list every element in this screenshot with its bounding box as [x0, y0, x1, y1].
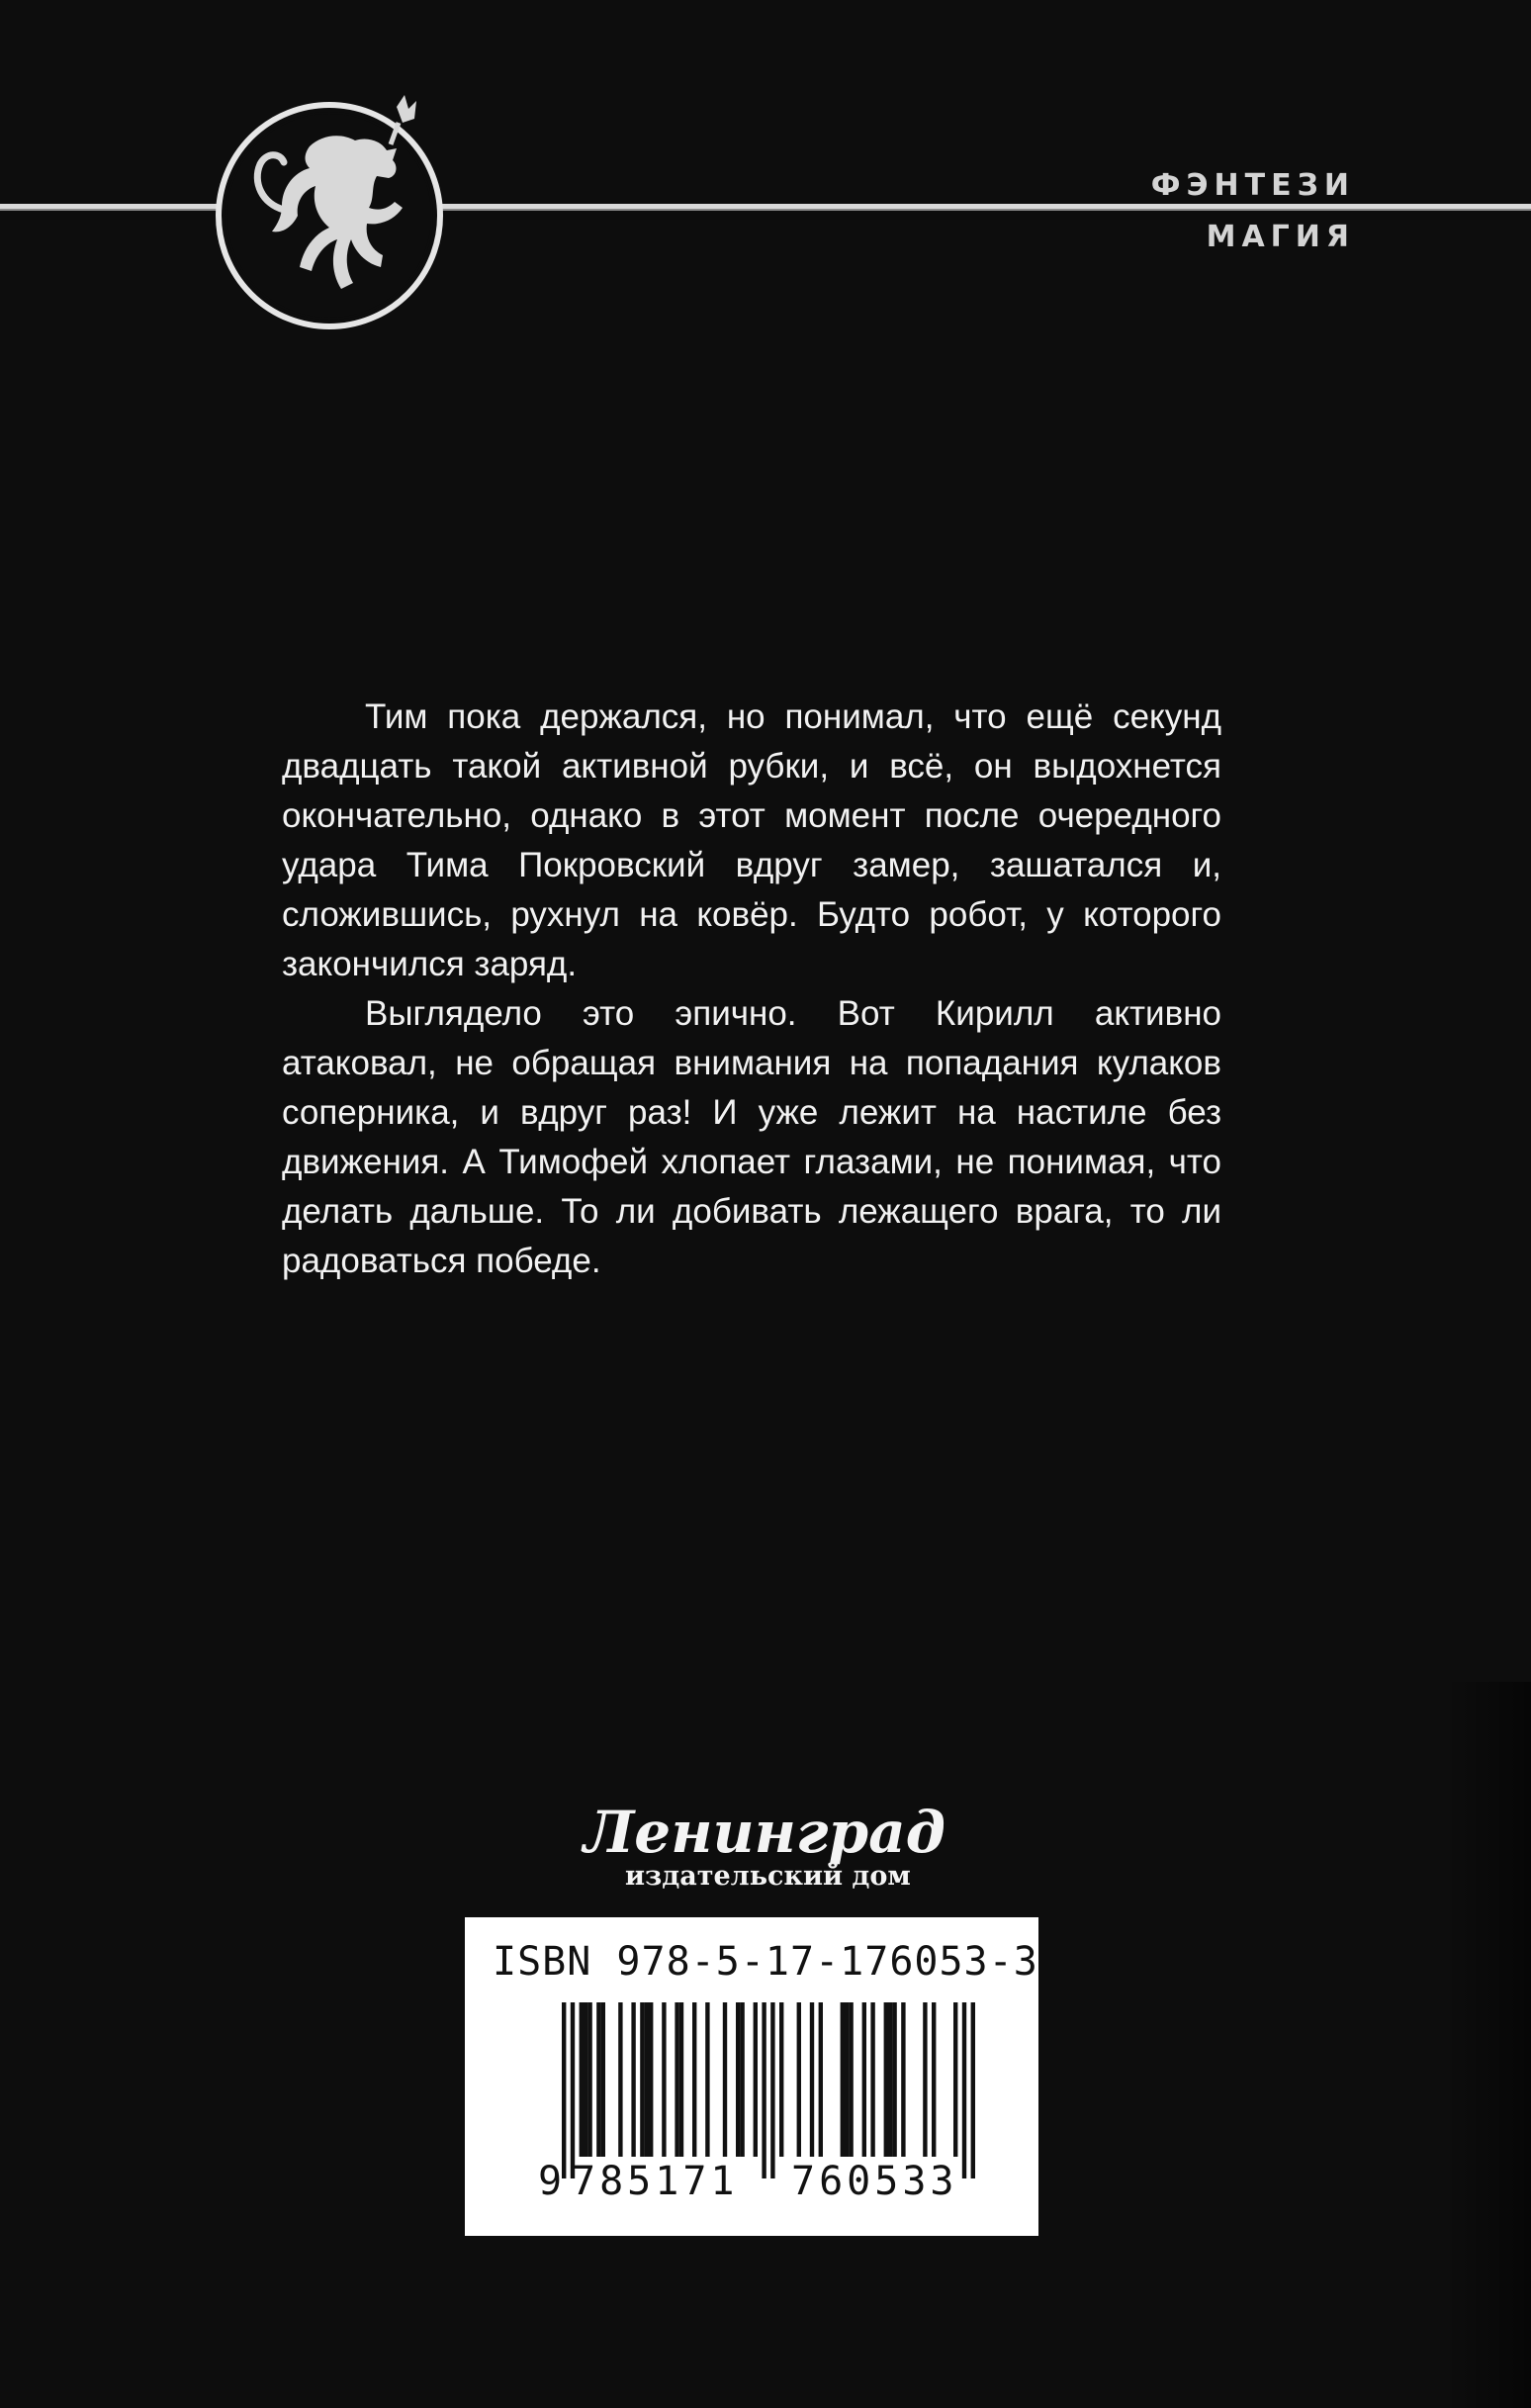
annotation-paragraph: Выглядело это эпично. Вот Кирилл активно атаковал, не обращая внимания на попадания кулаков соперника, и вдруг раз! И уже лежит на настиле без движения. А Тимофей хлопает глазами, не понимая, что делать дальше. То ли добивать лежащего врага, то ли радоваться победе. [282, 994, 1221, 1280]
barcode-bar [587, 2002, 591, 2157]
barcode-bar [953, 2002, 957, 2157]
barcode-bar [932, 2002, 936, 2157]
barcode-bar [901, 2002, 905, 2157]
annotation-paragraph: Тим пока держался, но понимал, что ещё секунд двадцать такой активной рубки, и всё, он выдохнется окончательно, однако в этот момент после очередного удара Тима Покровский вдруг замер, зашатался и, сложившись, рухнул на ковёр. Будто робот, у которого закончился заряд. [282, 697, 1221, 983]
rampant-lion-icon [201, 79, 470, 348]
barcode-guard-bar [770, 2002, 774, 2178]
barcode-bar [580, 2002, 584, 2157]
barcode-bar [923, 2002, 927, 2157]
barcode-bar [862, 2002, 866, 2157]
barcode-bar [870, 2002, 874, 2157]
annotation-text [282, 693, 1221, 1286]
barcode-bar [618, 2002, 622, 2157]
barcode-guard-bar [962, 2002, 966, 2178]
barcode-bar [584, 2002, 587, 2157]
barcode-bar [601, 2002, 605, 2157]
barcode-bar [640, 2002, 644, 2157]
barcode-bar [884, 2002, 888, 2157]
barcode-bar [645, 2002, 649, 2157]
genre-label-fantasy: ФЭНТЕЗИ [1150, 168, 1355, 203]
barcode-bar [754, 2002, 758, 2157]
edge-shadow [1446, 1682, 1531, 2408]
isbn-number: ISBN 978-5-17-176053-3 [493, 1939, 1038, 1985]
barcode-guard-bar [571, 2002, 575, 2178]
ean-left-group: 785171 [572, 2159, 739, 2204]
isbn-barcode-label [465, 1917, 1038, 2236]
barcode-bar [845, 2002, 849, 2157]
barcode-bar [675, 2002, 678, 2157]
barcode-bar [810, 2002, 814, 2157]
barcode-bar [649, 2002, 653, 2157]
barcode-bar [705, 2002, 709, 2157]
barcode-guard-bar [762, 2002, 766, 2178]
barcode-bar [631, 2002, 635, 2157]
barcode-bar [692, 2002, 696, 2157]
barcode-bar [736, 2002, 740, 2157]
barcode-bar [849, 2002, 853, 2157]
publisher-logo [574, 1801, 949, 1899]
publisher-name: Ленинград [584, 1799, 946, 1866]
barcode-bar [888, 2002, 892, 2157]
barcode-bar [779, 2002, 783, 2157]
ean-first-digit: 9 [538, 2159, 563, 2204]
ean-right-group: 760533 [791, 2159, 958, 2204]
barcode-bar [892, 2002, 896, 2157]
barcode-guard-bar [971, 2002, 975, 2178]
barcode-guard-bar [562, 2002, 566, 2178]
barcode-bar [723, 2002, 727, 2157]
genre-label-magic: МАГИЯ [1206, 220, 1355, 254]
barcode-bar [819, 2002, 823, 2157]
barcode-bar [679, 2002, 683, 2157]
barcode-bar [596, 2002, 600, 2157]
barcode-bar [740, 2002, 744, 2157]
barcode-bar [841, 2002, 845, 2157]
barcode-bar [662, 2002, 666, 2157]
barcode-bar [797, 2002, 801, 2157]
publisher-subtitle: издательский дом [625, 1861, 911, 1892]
